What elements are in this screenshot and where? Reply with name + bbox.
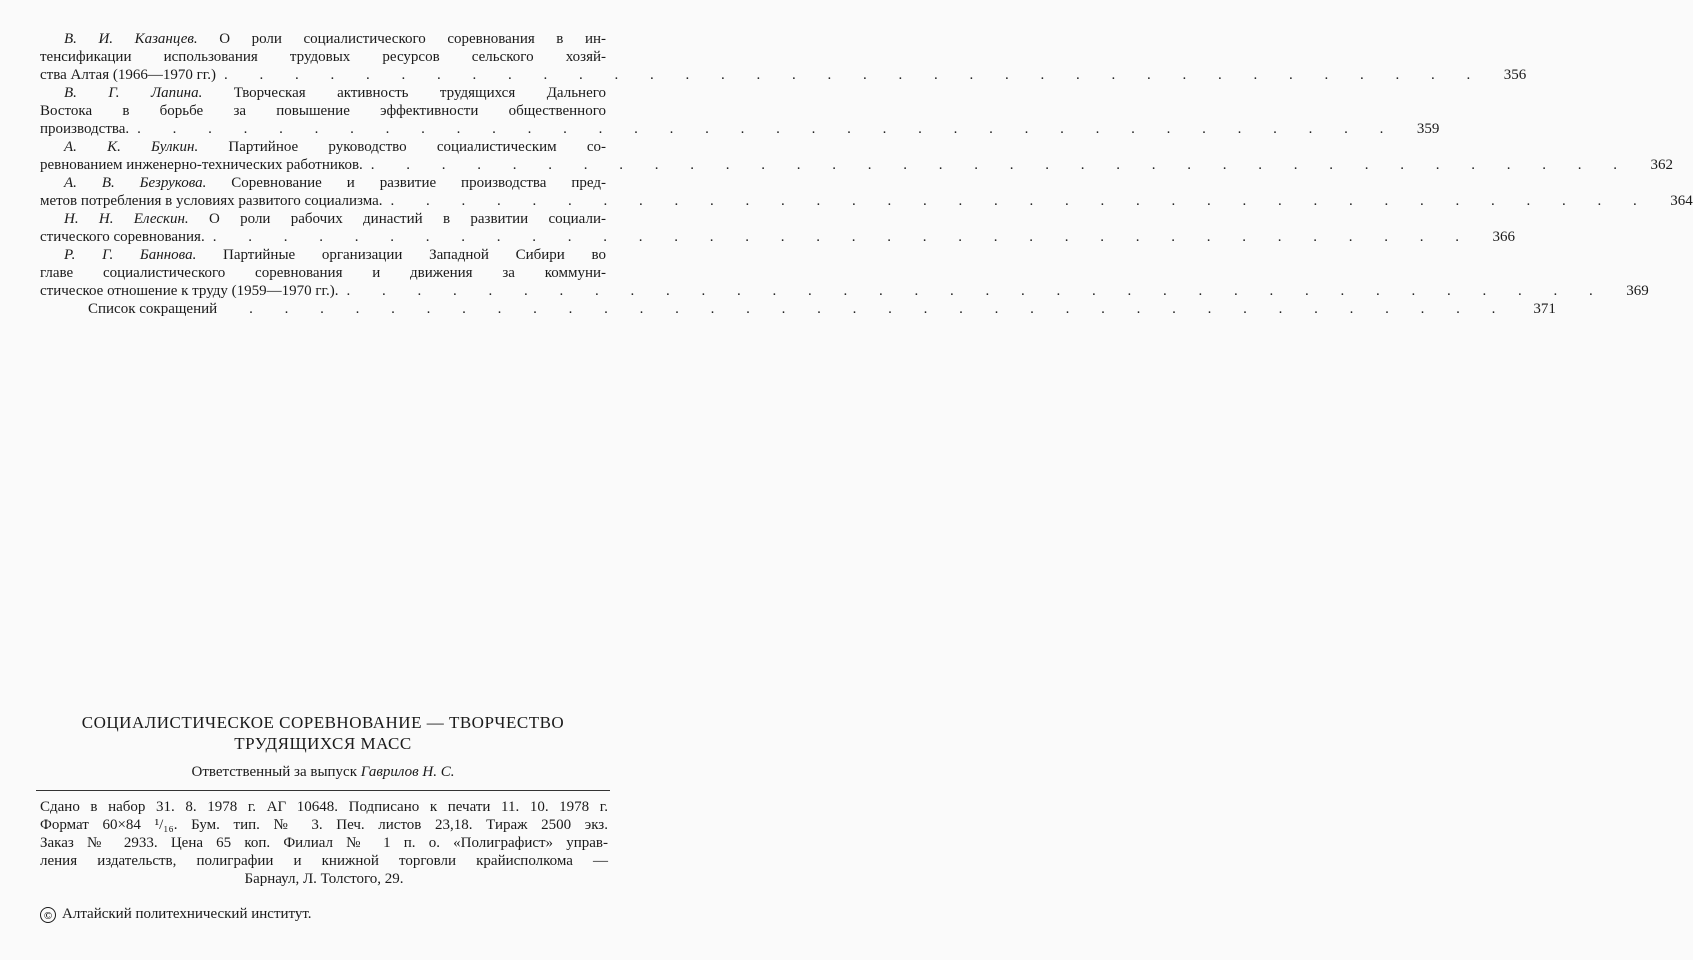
dot-leader: . . . . . . . . . . . . . . . . . . . . . . . . . . . . . . . . . . . . <box>223 67 1485 83</box>
toc-author: А. В. Безрукова. <box>64 175 207 191</box>
toc-entry-line <box>40 228 1515 246</box>
toc-title-text: производства. <box>40 121 130 137</box>
toc-title-text: стического соревнования. <box>40 229 205 245</box>
toc-title-text: О роли рабочих династий в развитии социали- <box>188 211 606 227</box>
toc-title-text: Соревнование и развитие производства пред- <box>206 175 606 191</box>
toc-entry <box>40 210 1515 246</box>
toc-entry <box>40 300 1556 318</box>
toc-title-text: Творческая активность трудящихся Дальнего <box>202 85 607 101</box>
toc-entry-line <box>40 156 1674 174</box>
book-title <box>40 712 606 754</box>
imprint-line: Барнаул, Л. Толстого, 29. <box>244 871 404 887</box>
toc-title-text: О роли социалистического соревнования в ин- <box>197 31 606 47</box>
toc-entry <box>40 84 1440 138</box>
toc-entry <box>40 30 1527 84</box>
dot-leader: . . . . . . . . . . . . . . . . . . . . . . . . . . . . . . . . . . . . <box>390 193 1651 209</box>
responsible-name: Гаврилов Н. С. <box>360 764 455 780</box>
toc-entry-line <box>40 300 1556 318</box>
toc-entry-line <box>40 138 606 156</box>
toc-page-number: 369 <box>1626 283 1649 299</box>
imprint-line: Заказ № 2933. Цена 65 коп. Филиал № 1 п. о. «Полиграфист» управ- <box>40 835 608 851</box>
toc-title-text: Партийные организации Западной Сибири во <box>196 247 606 263</box>
toc-entry <box>40 174 1693 210</box>
toc-entry-line <box>40 48 606 66</box>
dot-leader: . . . . . . . . . . . . . . . . . . . . . . . . . . . . . . . . . . . . <box>249 301 1510 317</box>
toc-page-number: 364 <box>1670 193 1693 209</box>
book-title-line-1: СОЦИАЛИСТИЧЕСКОЕ СОРЕВНОВАНИЕ — ТВОРЧЕСТВО <box>81 713 565 732</box>
divider-rule <box>36 790 610 791</box>
toc-entry-line <box>40 246 606 264</box>
imprint-line: Сдано в набор 31. 8. 1978 г. АГ 10648. Подписано к печати 11. 10. 1978 г. <box>40 799 608 815</box>
toc-entry-line <box>40 102 606 120</box>
table-of-contents <box>40 30 1693 318</box>
imprint-line: Формат 60×84 ¹/₁₆. Бум. тип. № 3. Печ. листов 23,18. Тираж 2500 экз. <box>40 817 608 833</box>
dot-leader: . . . . . . . . . . . . . . . . . . . . . . . . . . . . . . . . . . . . <box>137 121 1398 137</box>
book-title-line-2: ТРУДЯЩИХСЯ МАСС <box>234 734 412 753</box>
responsible-label: Ответственный за выпуск <box>191 764 361 780</box>
toc-entry-line <box>40 174 606 192</box>
toc-page-number: 356 <box>1503 67 1527 83</box>
responsible-editor <box>40 764 606 781</box>
imprint-line: ления издательств, полиграфии и книжной торговли крайисполкома — <box>40 853 608 869</box>
toc-entry-line <box>40 84 606 102</box>
toc-page-number: 362 <box>1650 157 1674 173</box>
copyright-icon: © <box>40 907 56 923</box>
toc-title-text: тенсификации использования трудовых ресурсов сельского хозяй- <box>40 49 606 65</box>
toc-title-text: ства Алтая (1966—1970 гг.) <box>40 67 216 83</box>
imprint-block <box>40 798 608 888</box>
dot-leader: . . . . . . . . . . . . . . . . . . . . . . . . . . . . . . . . . . . . <box>212 229 1473 245</box>
toc-author: Н. Н. Елескин. <box>64 211 189 227</box>
dot-leader: . . . . . . . . . . . . . . . . . . . . . . . . . . . . . . . . . . . . <box>370 157 1632 173</box>
copyright-notice <box>40 906 312 923</box>
toc-entry-line <box>40 264 606 282</box>
toc-title-text: Партийное руководство социалистическим со- <box>198 139 606 155</box>
toc-author: А. К. Булкин. <box>64 139 199 155</box>
copyright-text: Алтайский политехнический институт. <box>62 906 312 922</box>
toc-entry-line <box>40 66 1527 84</box>
toc-entry-line <box>40 192 1693 210</box>
toc-page-number: 371 <box>1533 301 1556 317</box>
toc-title-text: главе социалистического соревнования и движения за коммуни- <box>40 265 606 281</box>
toc-page-number: 359 <box>1416 121 1440 137</box>
toc-title-text: ревнованием инженерно-технических работников. <box>40 157 363 173</box>
toc-entry-line <box>40 120 1440 138</box>
toc-title-text: Список сокращений <box>88 301 218 317</box>
toc-author: В. И. Казанцев. <box>64 31 198 47</box>
toc-author: Р. Г. Баннова. <box>64 247 197 263</box>
toc-entry-line <box>40 282 1649 300</box>
dot-leader: . . . . . . . . . . . . . . . . . . . . . . . . . . . . . . . . . . . . <box>346 283 1607 299</box>
toc-entry <box>40 138 1674 174</box>
toc-author: В. Г. Лапина. <box>64 85 203 101</box>
toc-entry-line <box>40 210 606 228</box>
toc-entry-line <box>40 30 606 48</box>
toc-title-text: стическое отношение к труду (1959—1970 гг.). <box>40 283 339 299</box>
toc-entry <box>40 246 1649 300</box>
toc-title-text: Востока в борьбе за повышение эффективности общественного <box>40 103 606 119</box>
toc-title-text: метов потребления в условиях развитого социализма. <box>40 193 383 209</box>
toc-page-number: 366 <box>1492 229 1515 245</box>
